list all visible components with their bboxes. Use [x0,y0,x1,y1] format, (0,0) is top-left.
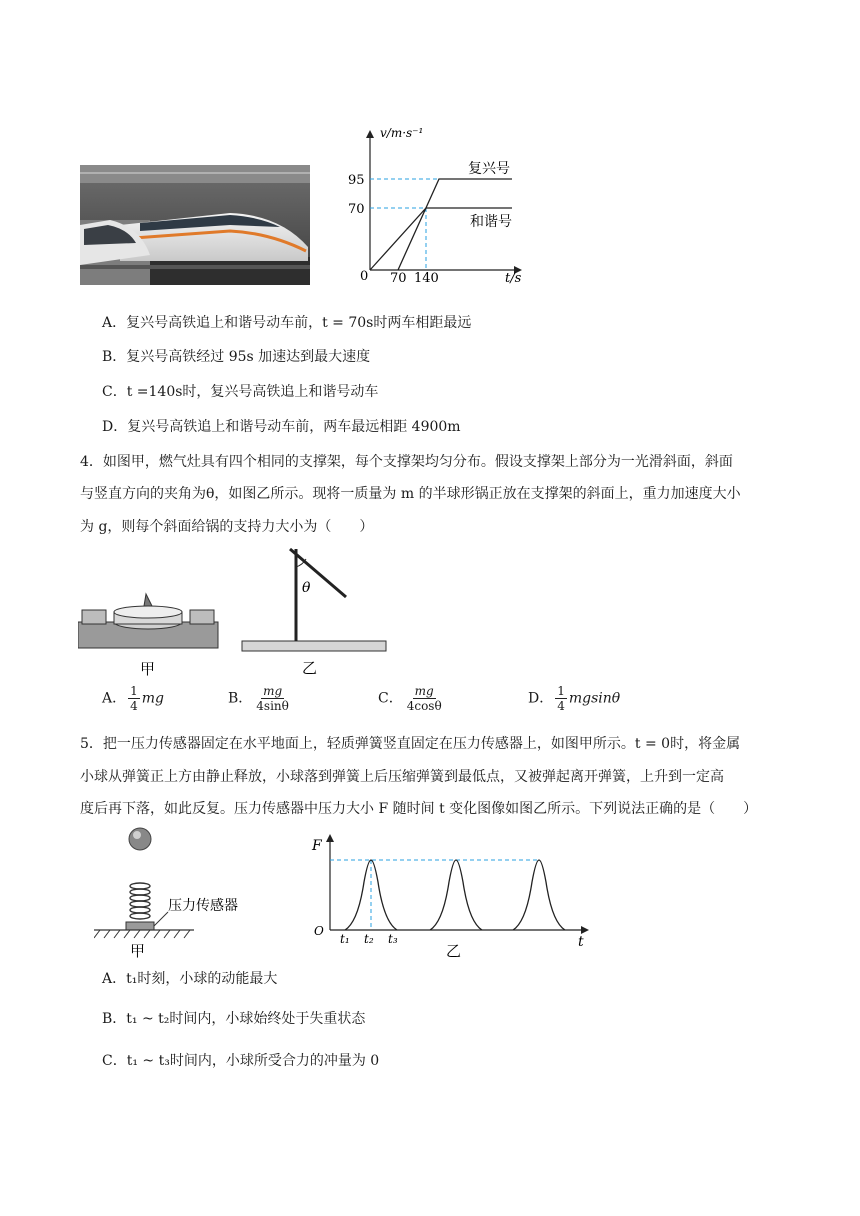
q4-option-a-label: A． [102,690,127,707]
q5-fig-yi-label: 乙 [446,942,462,960]
q3-option-d: D．复兴号高铁追上和谐号动车前，两车最远相距 4900m [102,419,461,435]
q5-stem-line-1: 5．把一压力传感器固定在水平地面上，轻质弹簧竖直固定在压力传感器上，如图甲所示。t = 0时，将金属 [80,736,741,752]
q4-option-b-label: B． [228,690,253,707]
q5-option-c: C．t₁ ~ t₃时间内，小球所受合力的冲量为 0 [102,1053,380,1069]
q5-y-arrow-icon [326,834,334,842]
flame-icon [144,594,152,606]
q5-option-b: B．t₁ ~ t₂时间内，小球始终处于失重状态 [102,1011,366,1027]
q5-t3: t₃ [388,932,398,946]
q3-tick-x140: 140 [414,271,439,286]
q4-theta-label: θ [302,580,311,596]
q5-x-axis-label: t [578,934,584,950]
q3-y-arrow-icon [366,130,374,138]
spring-icon [130,883,150,919]
q4-fig-yi-label: 乙 [302,659,318,677]
q5-stem-line-3: 度后再下落，如此反复。压力传感器中压力大小 F 随时间 t 变化图像如图乙所示。下列说法正确的是（ ） [80,801,758,817]
q3-vt-graph [340,120,540,290]
q4-option-d-label: D． [528,690,554,707]
q5-origin: O [314,924,324,938]
q4-option-c-label: C． [378,690,403,707]
q4-fig-jia-label: 甲 [140,660,156,678]
q5-fig-jia-label: 甲 [130,942,146,960]
q3-label-fuxing: 复兴号 [468,161,510,177]
q3-tick-95: 95 [348,173,365,188]
q5-peak-2 [430,860,482,930]
q3-origin: 0 [360,269,369,284]
q4-figure-jia [78,592,220,682]
q4-figure-yi [240,545,390,680]
metal-ball-icon [129,828,151,850]
train-photo [80,165,310,285]
q3-option-a: A．复兴号高铁追上和谐号动车前，t = 70s时两车相距最远 [102,315,472,331]
q5-peak-3 [513,860,565,930]
q5-sensor-label: 压力传感器 [168,898,238,914]
q4-option-d: D． $\frac{1}{4}$ mgsinθ [528,684,621,713]
q5-t1: t₁ [340,932,350,946]
q3-tick-x70: 70 [390,271,407,286]
q5-option-a: A．t₁时刻，小球的动能最大 [102,971,278,987]
q5-y-axis-label: F [312,838,322,854]
q5-ft-graph [300,832,600,960]
incline-ground [242,641,386,651]
q3-option-c: C．t =140s时，复兴号高铁追上和谐号动车 [102,384,379,400]
q3-label-hexie: 和谐号 [470,214,512,230]
q3-x-axis-label: t/s [505,271,522,286]
pressure-sensor [126,922,154,930]
q5-x-arrow-icon [581,926,589,934]
q5-stem-line-2: 小球从弹簧正上方由静止释放，小球落到弹簧上后压缩弹簧到最低点，又被弹起离开弹簧，上升到一定高 [80,769,724,785]
q4-option-c: C． $\frac{mg}{4\cos\theta}$ [378,684,442,713]
q4-stem-line-2: 与竖直方向的夹角为θ，如图乙所示。现将一质量为 m 的半球形锅正放在支撑架的斜面上，重力加速度大小 [80,486,741,502]
q3-y-axis-label: v/m·s⁻¹ [380,126,424,140]
q3-tick-70: 70 [348,202,365,217]
stove-support-right [190,610,214,624]
q3-option-b: B．复兴号高铁经过 95s 加速达到最大速度 [102,349,371,365]
q5-figure-jia [94,826,264,961]
q4-stem-line-3: 为 g，则每个斜面给锅的支持力大小为（ ） [80,519,374,535]
incline-slope [290,549,346,597]
q4-option-b: B． $\frac{mg}{4\sin\theta}$ [228,684,289,713]
q4-option-a: A． $\frac{1}{4}$ mg [102,684,165,713]
sensor-leader-line [154,912,168,926]
q5-t2: t₂ [364,932,374,946]
train-photo-image [80,165,310,285]
q4-stem-line-1: 4．如图甲，燃气灶具有四个相同的支撑架，每个支撑架均匀分布。假设支撑架上部分为一光滑斜面，斜面 [80,454,733,470]
stove-support-left [82,610,106,624]
